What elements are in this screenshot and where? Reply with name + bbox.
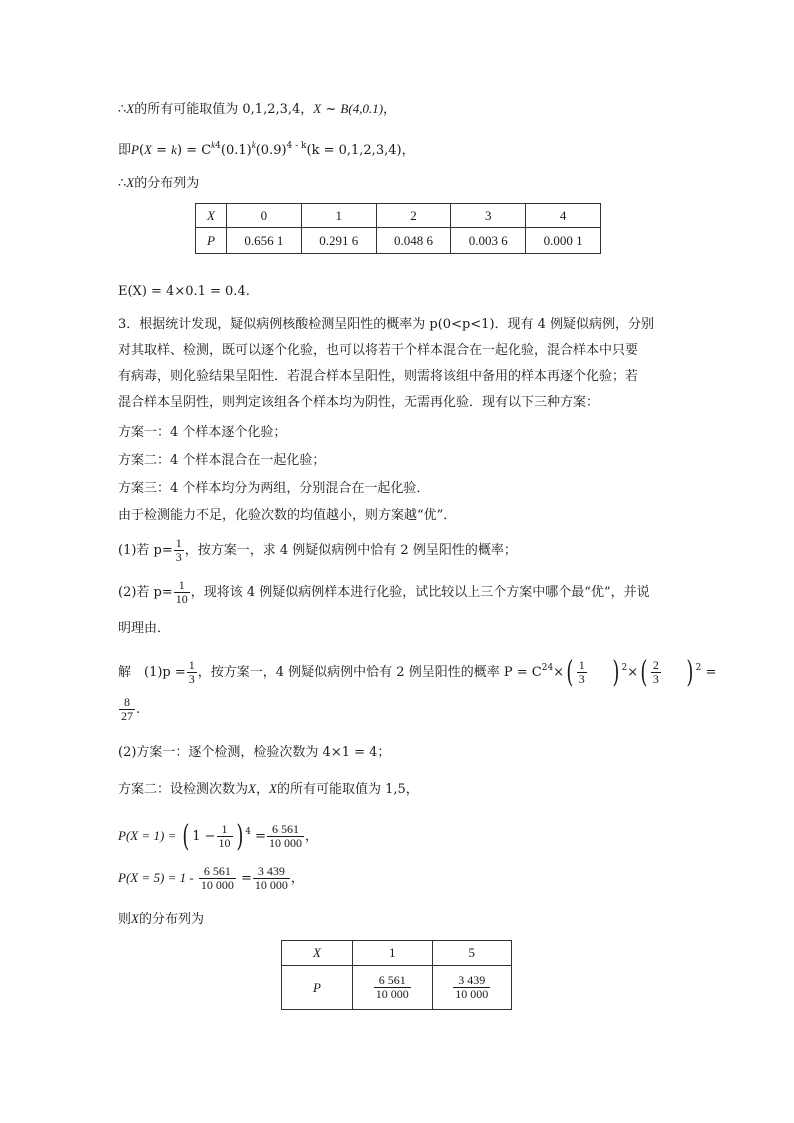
table-header-x: X xyxy=(282,941,353,966)
table-cell xyxy=(432,966,512,1010)
equation-px1: P(X = 1) = ( 1 − $\frac{1}{10}$ ) $^4$ = $\frac{6 561}{10 000}$ ， xyxy=(118,818,319,854)
fraction: $\frac{1}{3}$ xyxy=(175,536,182,564)
plan-3: 方案三：4 个样本均分为两组，分别混合在一起化验． xyxy=(118,481,430,496)
line-x-values: ∴X的所有可能取值为 0,1,2,3,4，X ~ B(4,0.1)， xyxy=(118,101,397,117)
problem-3-criterion: 由于检测能力不足，化验次数的均值越小，则方案越“优”． xyxy=(118,508,457,523)
problem-3-line: 对其取样、检测，既可以逐个化验，也可以将若干个样本混合在一起化验，混合样本中只要 xyxy=(118,343,639,358)
table-cell: 0.003 6 xyxy=(451,228,526,254)
line-distribution-intro: ∴X的分布列为 xyxy=(118,175,200,191)
subquestion-2-cont: 明理由． xyxy=(118,621,171,636)
table-cell: 1 xyxy=(301,204,376,228)
fraction: $\frac{6 561}{10 000}$ xyxy=(200,864,234,892)
fraction: $\frac{8}{27}$ xyxy=(121,695,133,723)
table-cell: 0.291 6 xyxy=(301,228,376,254)
fraction: $\frac{6 561}{10 000}$ xyxy=(269,822,302,850)
table-row xyxy=(196,228,601,254)
subquestion-2: (2)若 p= $\frac{1}{10}$ ，现将该 4 例疑似病例样本进行化验，试比较以上三个方案中哪个最“优”，并说 xyxy=(118,578,650,606)
table-header-p: P xyxy=(282,966,353,1010)
table-cell: 0.000 1 xyxy=(526,228,601,254)
table-cell: 5 xyxy=(432,941,512,966)
table-row xyxy=(282,966,512,1010)
problem-3-line: 3．根据统计发现，疑似病例核酸检测呈阳性的概率为 p(0<p<1)．现有 4 例疑似病例，分别 xyxy=(118,317,655,332)
table-row xyxy=(282,941,512,966)
line-distribution-intro-2: 则X的分布列为 xyxy=(118,911,204,927)
distribution-table-plan-2 xyxy=(281,940,512,1010)
fraction: $\frac{1}{10}$ xyxy=(175,578,188,606)
table-header-x: X xyxy=(196,204,227,228)
table-cell: 0 xyxy=(227,204,302,228)
line-binomial-formula: 即$P(X = k) = C^{k4}(0.1)^k(0.9)^{4 - k}(k = 0,1,2,3,4)$， xyxy=(118,140,415,158)
table-header-p: P xyxy=(196,228,227,254)
fraction: $\frac{1}{3}$ xyxy=(578,658,585,686)
table-row xyxy=(196,204,601,228)
distribution-table-binomial xyxy=(195,203,601,254)
table-cell xyxy=(353,966,433,1010)
solution-2-plan-1: (2)方案一：逐个检测，检验次数为 4×1 = 4； xyxy=(118,745,391,760)
solution-1: 解 (1)p = $\frac{1}{3}$ ，按方案一，4 例疑似病例中恰有 2 例呈阳性的概率 $P = C^{24}\times$( $\frac{1}{3}$ ) $^2$×( $\frac{2}{3}$ ) $^2$ = xyxy=(118,654,717,690)
table-cell: 2 xyxy=(376,204,451,228)
table-cell: 1 xyxy=(353,941,433,966)
problem-3-line: 有病毒，则化验结果呈阳性．若混合样本呈阳性，则需将该组中备用的样本再逐个化验；若 xyxy=(118,369,639,384)
fraction: $\frac{6 561}{10 000}$ xyxy=(375,973,409,1001)
table-cell: 0.048 6 xyxy=(376,228,451,254)
table-cell: 3 xyxy=(451,204,526,228)
fraction: $\frac{3 439}{10 000}$ xyxy=(455,973,489,1001)
subquestion-1: (1)若 p= $\frac{1}{3}$ ，按方案一，求 4 例疑似病例中恰有 2 例呈阳性的概率； xyxy=(118,536,517,564)
solution-2-plan-2: 方案二：设检测次数为X，X的所有可能取值为 1,5， xyxy=(118,781,419,797)
fraction: $\frac{1}{10}$ xyxy=(218,822,231,850)
fraction: $\frac{3 439}{10 000}$ xyxy=(254,864,288,892)
solution-1-result: $\frac{8}{27}$ . xyxy=(121,695,141,723)
equation-px5: P(X = 5) = 1 - $\frac{6 561}{10 000}$ = $\frac{3 439}{10 000}$ ， xyxy=(118,864,304,892)
plan-2: 方案二：4 个样本混合在一起化验； xyxy=(118,453,326,468)
fraction: $\frac{2}{3}$ xyxy=(652,658,659,686)
table-cell: 0.656 1 xyxy=(227,228,302,254)
fraction: $\frac{1}{3}$ xyxy=(188,658,195,686)
problem-3-line: 混合样本呈阴性，则判定该组各个样本均为阴性，无需再化验．现有以下三种方案： xyxy=(118,395,600,410)
line-expectation: E(X) = 4×0.1 = 0.4. xyxy=(118,284,250,299)
plan-1: 方案一：4 个样本逐个化验； xyxy=(118,425,287,440)
table-cell: 4 xyxy=(526,204,601,228)
